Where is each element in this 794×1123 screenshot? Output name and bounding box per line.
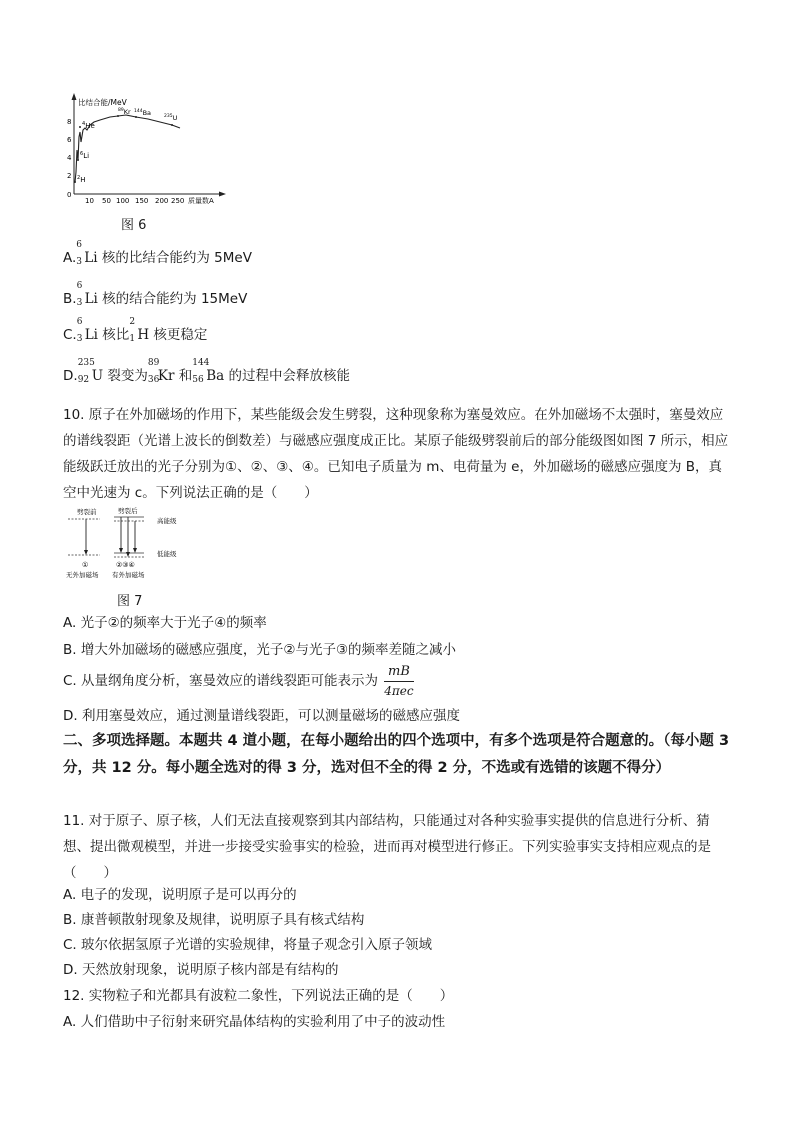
y-tick-8: 8 — [67, 118, 72, 126]
label-H: $^2$H — [77, 175, 86, 184]
formula-fraction: $\frac{mB}{\text{4πec}}$ — [384, 663, 414, 698]
q9-option-c[interactable]: C. 6 3 Li 核比 2 1 H 核更稳定 — [63, 317, 208, 344]
transition-3-arrow — [126, 552, 130, 557]
x-tick-10: 10 — [85, 197, 94, 205]
label-Kr: $^{89}$Kr — [118, 108, 131, 116]
q12-stem: 12. 实物粒子和光都具有波粒二象性，下列说法正确的是（ ） — [63, 988, 454, 1004]
y-axis-arrow — [72, 93, 77, 100]
origin-label: 0 — [67, 191, 72, 199]
label-after: 劈裂后 — [118, 507, 138, 515]
figure-6-caption: 图 6 — [121, 218, 147, 233]
y-tick-2: 2 — [67, 172, 72, 180]
q10-stem: 10. 原子在外加磁场的作用下，某些能级会发生劈裂，这种现象称为塞曼效应。在外加磁场不太强时，塞曼效应的谱线裂距（光谱上波长的倒数差）与磁感应强度成正比。某原子能级劈裂前后的部分能级图如图 7 所示，相应能级跃迁放出的光子分别为①、②、③、④。已知电子质量为 m、电荷量为 e，外加磁场的磁感应强度为 B，真空中光速为 c。下列说法正确的是（ ） — [63, 407, 729, 501]
q11-option-a[interactable]: A. 电子的发现，说明原子是可以再分的 — [63, 887, 297, 903]
y-tick-4: 4 — [67, 154, 72, 162]
q12-option-a[interactable]: A. 人们借助中子衍射来研究晶体结构的实验利用了中子的波动性 — [63, 1014, 446, 1030]
x-tick-200: 200 — [155, 197, 169, 205]
photon-234-label: ②③④ — [116, 561, 135, 569]
x-tick-100: 100 — [116, 197, 130, 205]
q9-option-d[interactable]: D. 235 92 U 裂变为 89 36 Kr 和 144 56 Ba 的过程中会释放核能 — [63, 358, 350, 385]
q10-option-a[interactable]: A. 光子②的频率大于光子④的频率 — [63, 615, 267, 631]
label-He: $^4$He — [82, 121, 95, 130]
x-axis-arrow — [219, 192, 226, 197]
point-H — [74, 181, 76, 183]
q11-option-b[interactable]: B. 康普顿散射现象及规律，说明原子具有核式结构 — [63, 912, 365, 928]
q10-option-b[interactable]: B. 增大外加磁场的磁感应强度，光子②与光子③的频率差随之减小 — [63, 642, 457, 658]
q11-option-c[interactable]: C. 玻尔依据氢原子光谱的实验规律，将量子观念引入原子领域 — [63, 937, 433, 953]
point-Ba — [135, 116, 137, 118]
point-U — [171, 124, 173, 126]
label-no-field: 无外加磁场 — [66, 571, 99, 579]
label-high: 高能级 — [157, 517, 177, 525]
y-tick-6: 6 — [67, 136, 72, 144]
x-tick-150: 150 — [135, 197, 149, 205]
label-with-field: 有外加磁场 — [112, 571, 145, 579]
q10-option-c[interactable]: C. 从量纲角度分析，塞曼效应的谱线裂距可能表示为 $\frac{mB}{\text{4πec}}$ — [63, 663, 414, 698]
x-tick-250: 250 — [171, 197, 185, 205]
x-tick-50: 50 — [102, 197, 111, 205]
y-axis-label: 比结合能/MeV — [78, 98, 127, 107]
q11-stem: 11. 对于原子、原子核，人们无法直接观察到其内部结构，只能通过对各种实验事实提供的信息进行分析、猜想、提出微观模型，并进一步接受实验事实的检验，进而再对模型进行修正。下列实验事实支持相应观点的是（ ） — [63, 813, 711, 881]
figure-7-diagram — [60, 505, 200, 583]
label-U: $^{235}$U — [164, 114, 178, 122]
x-axis-label: 质量数A — [188, 197, 214, 205]
point-He — [79, 126, 81, 128]
label-Li: $^6$Li — [80, 151, 90, 160]
label-before: 劈裂前 — [77, 508, 97, 516]
q11-option-d[interactable]: D. 天然放射现象，说明原子核内部是有结构的 — [63, 962, 339, 978]
transition-2-arrow — [119, 548, 123, 553]
transition-1-arrow — [84, 550, 88, 555]
label-low: 低能级 — [157, 550, 177, 558]
label-Ba: $^{144}$Ba — [134, 109, 152, 117]
section-2-heading: 二、多项选择题。本题共 4 道小题，在每小题给出的四个选项中，有多个选项是符合题意的。（每小题 3 分，共 12 分。每小题全选对的得 3 分，选对但不全的得 2 分，不选或有选错的该题不得分） — [63, 733, 730, 776]
photon-1-label: ① — [82, 561, 89, 569]
q10-option-d[interactable]: D. 利用塞曼效应，通过测量谱线裂距，可以测量磁场的磁感应强度 — [63, 708, 460, 724]
point-Li — [77, 159, 79, 161]
point-Kr — [117, 115, 119, 117]
transition-4-arrow — [133, 548, 137, 553]
figure-6-chart — [60, 92, 230, 207]
q9-option-a[interactable]: A. 6 3 Li 核的比结合能约为 5MeV — [63, 240, 252, 267]
q9-option-b[interactable]: B. 6 3 Li 核的结合能约为 15MeV — [63, 281, 248, 308]
figure-7-caption: 图 7 — [117, 594, 143, 609]
